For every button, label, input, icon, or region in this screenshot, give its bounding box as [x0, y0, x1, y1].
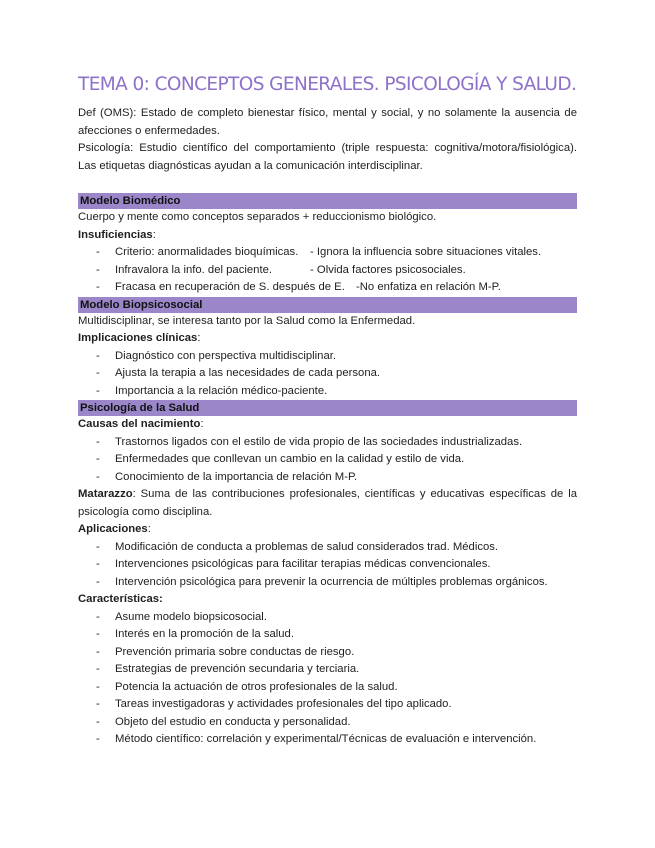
bullet: - — [96, 435, 100, 448]
item-right: -No enfatiza en relación M-P. — [356, 281, 501, 293]
bullet: - — [96, 610, 100, 623]
item-right: - Olvida factores psicosociales. — [310, 263, 466, 276]
bullet: - — [96, 663, 100, 675]
causas-list — [78, 434, 577, 487]
item-text: Asume modelo biopsicosocial. — [115, 610, 267, 623]
item-text: Enfermedades que conllevan un cambio en la calidad y estilo de vida. — [115, 453, 465, 465]
list-item — [78, 279, 577, 297]
bullet: - — [96, 540, 100, 553]
matarazzo-definition: Matarazzo: Suma de las contribuciones profesionales, científicas y educativas específicas de la psicología como disciplina. — [78, 488, 577, 518]
list-item — [78, 262, 577, 280]
item-left: Criterio: anormalidades bioquímicas. — [115, 246, 299, 258]
list-item — [78, 661, 577, 679]
implicaciones-list — [78, 348, 577, 401]
item-text: Potencia la actuación de otros profesionales de la salud. — [115, 680, 398, 693]
section-heading-biopsicosocial: Modelo Biopsicosocial — [78, 297, 577, 313]
bullet: - — [96, 645, 100, 658]
item-text: Objeto del estudio en conducta y personalidad. — [115, 715, 351, 728]
item-text: Intervención psicológica para prevenir la ocurrencia de múltiples problemas orgánicos. — [115, 575, 548, 588]
bullet: - — [96, 453, 100, 465]
list-item — [78, 383, 577, 401]
bullet: - — [96, 384, 100, 397]
insuficiencias-list — [78, 244, 577, 297]
list-item — [78, 609, 577, 627]
definition-psicologia: Psicología: Estudio científico del comportamiento (triple respuesta: cognitiva/motora/fisiológica). Las etiquetas diagnósticas ayudan a la comunicación interdisciplinar. — [78, 142, 577, 172]
item-text: Ajusta la terapia a las necesidades de cada persona. — [115, 367, 381, 379]
caracteristicas-list — [78, 609, 577, 749]
bullet: - — [96, 263, 100, 276]
item-text: Estrategias de prevención secundaria y terciaria. — [115, 663, 360, 675]
item-text: Intervenciones psicológicas para facilitar terapias médicas convencionales. — [115, 558, 491, 570]
section-heading-biomedico: Modelo Biomédico — [78, 193, 577, 209]
item-text: Conocimiento de la importancia de relación M-P. — [115, 470, 358, 483]
bullet: - — [96, 680, 100, 693]
bullet: - — [96, 558, 100, 570]
list-item — [78, 574, 577, 592]
list-item — [78, 434, 577, 452]
item-text: Trastornos ligados con el estilo de vida propio de las sociedades industrializadas. — [115, 435, 523, 448]
bullet: - — [96, 628, 100, 640]
biomedico-text: Cuerpo y mente como conceptos separados + reduccionismo biológico. — [78, 211, 437, 223]
aplicaciones-list — [78, 539, 577, 592]
list-item — [78, 556, 577, 574]
item-text: Diagnóstico con perspectiva multidisciplinar. — [115, 349, 337, 362]
spacer — [78, 185, 577, 193]
list-item — [78, 451, 577, 469]
bullet: - — [96, 715, 100, 728]
item-left: Infravalora la info. del paciente. — [115, 263, 272, 276]
definition-oms: Def (OMS): Estado de completo bienestar físico, mental y social, y no solamente la ausencia de afecciones o enfermedades. — [78, 107, 577, 137]
item-text: Importancia a la relación médico-paciente. — [115, 384, 328, 397]
page-title: TEMA 0: CONCEPTOS GENERALES. PSICOLOGÍA Y SALUD. — [78, 74, 577, 95]
list-item — [78, 348, 577, 366]
bullet: - — [96, 698, 100, 710]
item-text: Interés en la promoción de la salud. — [115, 628, 294, 640]
bullet: - — [96, 281, 100, 293]
bullet: - — [96, 470, 100, 483]
item-text: Modificación de conducta a problemas de salud considerados trad. Médicos. — [115, 540, 499, 553]
list-item — [78, 469, 577, 487]
list-item — [78, 731, 577, 749]
list-item — [78, 365, 577, 383]
bullet: - — [96, 246, 100, 258]
bullet: - — [96, 367, 100, 379]
list-item — [78, 626, 577, 644]
item-text: Prevención primaria sobre conductas de riesgo. — [115, 645, 355, 658]
list-item — [78, 714, 577, 732]
causas-label: Causas del nacimiento: — [78, 418, 204, 430]
item-text: Tareas investigadoras y actividades profesionales del tipo aplicado. — [115, 698, 452, 710]
insuficiencias-label: Insuficiencias: — [78, 228, 156, 241]
bullet: - — [96, 733, 100, 745]
list-item — [78, 644, 577, 662]
biopsicosocial-text: Multidisciplinar, se interesa tanto por la Salud como la Enfermedad. — [78, 314, 416, 327]
bullet: - — [96, 349, 100, 362]
implicaciones-label: Implicaciones clínicas: — [78, 332, 201, 344]
item-left: Fracasa en recuperación de S. después de E. — [115, 281, 345, 293]
bullet: - — [96, 575, 100, 588]
list-item — [78, 696, 577, 714]
list-item — [78, 679, 577, 697]
aplicaciones-label: Aplicaciones: — [78, 523, 151, 535]
caracteristicas-label: Características: — [78, 593, 163, 605]
item-text: Método científico: correlación y experimental/Técnicas de evaluación e intervención. — [115, 733, 537, 745]
list-item — [78, 539, 577, 557]
section-heading-psicologia-salud: Psicología de la Salud — [78, 400, 577, 416]
list-item — [78, 244, 577, 262]
item-right: - Ignora la influencia sobre situaciones vitales. — [310, 246, 542, 258]
